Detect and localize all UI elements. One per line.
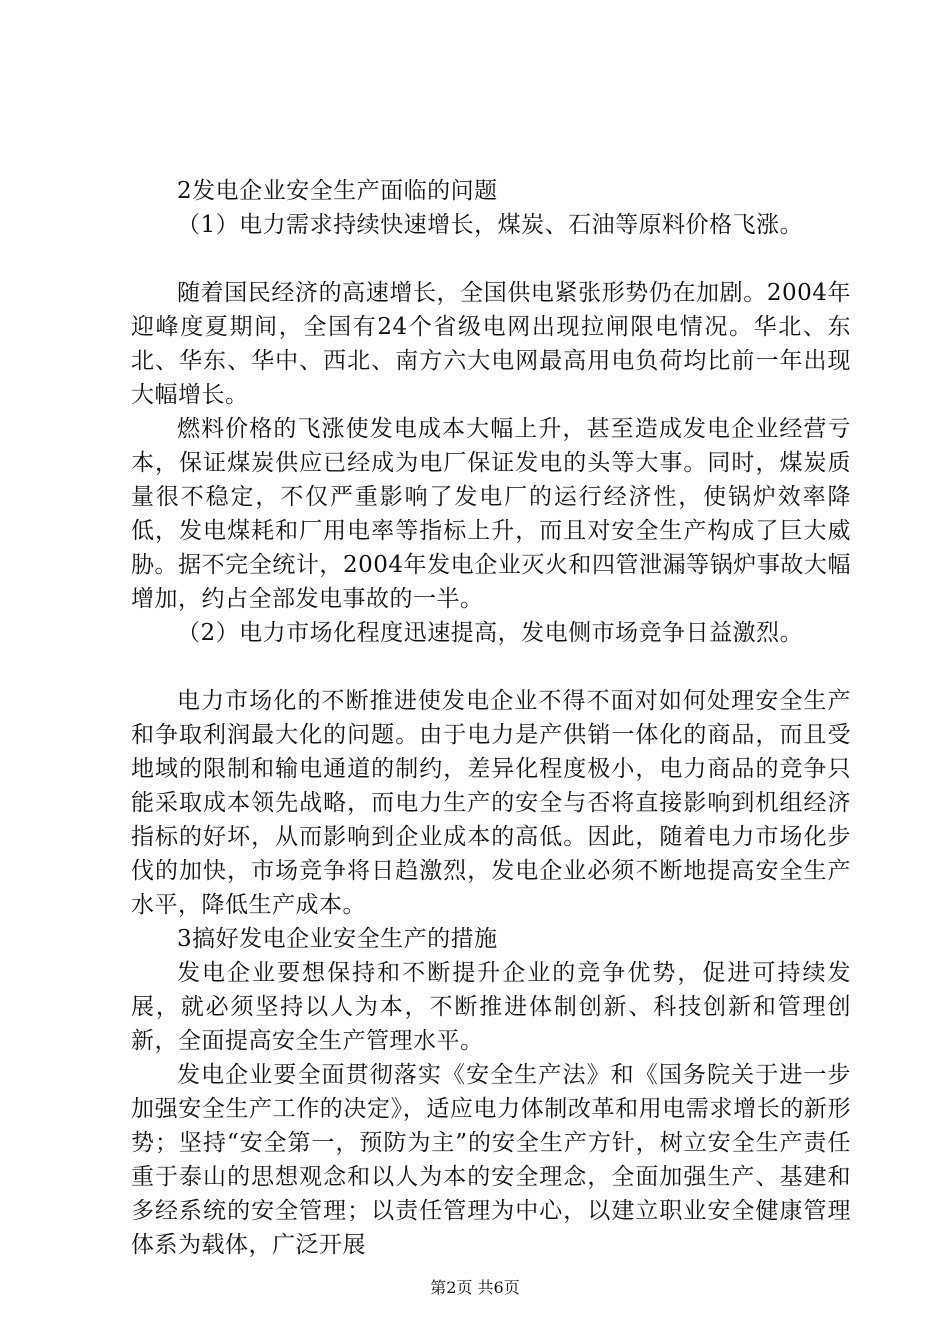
paragraph-power-supply: 随着国民经济的高速增长，全国供电紧张形势仍在加剧。2004年迎峰度夏期间，全国有24个省级电网出现拉闸限电情况。华北、东北、华东、华中、西北、南方六大电网最高用电负荷均比前一年出现大幅增长。 [131,280,851,408]
section-heading-2: 2发电企业安全生产面临的问题 [177,178,498,204]
paragraph-competitive-advantage: 发电企业要想保持和不断提升企业的竞争优势，促进可持续发展，就必须坚持以人为本，不断推进体制创新、科技创新和管理创新，全面提高安全生产管理水平。 [131,960,851,1054]
subheading-2: （2）电力市场化程度迅速提高，发电侧市场竞争日益激烈。 [177,620,804,646]
paragraph-implementation: 发电企业要全面贯彻落实《安全生产法》和《国务院关于进一步加强安全生产工作的决定》，适应电力体制改革和用电需求增长的新形势；坚持“安全第一，预防为主”的安全生产方针，树立安全生产责任重于泰山的思想观念和以人为本的安全理念，全面加强生产、基建和多经系统的安全管理；以责任管理为中心，以建立职业安全健康管理体系为载体，广泛开展 [131,1062,851,1258]
paragraph-marketization: 电力市场化的不断推进使发电企业不得不面对如何处理安全生产和争取利润最大化的问题。由于电力是产供销一体化的商品，而且受地域的限制和输电通道的制约，差异化程度极小，电力商品的竞争只能采取成本领先战略，而电力生产的安全与否将直接影响到机组经济指标的好坏，从而影响到企业成本的高低。因此，随着电力市场化步伐的加快，市场竞争将日趋激烈，发电企业必须不断地提高安全生产水平，降低生产成本。 [131,688,851,918]
page-footer: 第2页 共6页 [430,1278,520,1297]
document-body [131,174,851,1262]
subheading-1: （1）电力需求持续快速增长，煤炭、石油等原料价格飞涨。 [177,212,804,238]
paragraph-fuel-price: 燃料价格的飞涨使发电成本大幅上升，甚至造成发电企业经营亏本，保证煤炭供应已经成为电厂保证发电的头等大事。同时，煤炭质量很不稳定，不仅严重影响了发电厂的运行经济性，使锅炉效率降低，发电煤耗和厂用电率等指标上升，而且对安全生产构成了巨大威胁。据不完全统计，2004年发电企业灭火和四管泄漏等锅炉事故大幅增加，约占全部发电事故的一半。 [131,416,851,612]
section-heading-3: 3搞好发电企业安全生产的措施 [177,926,498,952]
